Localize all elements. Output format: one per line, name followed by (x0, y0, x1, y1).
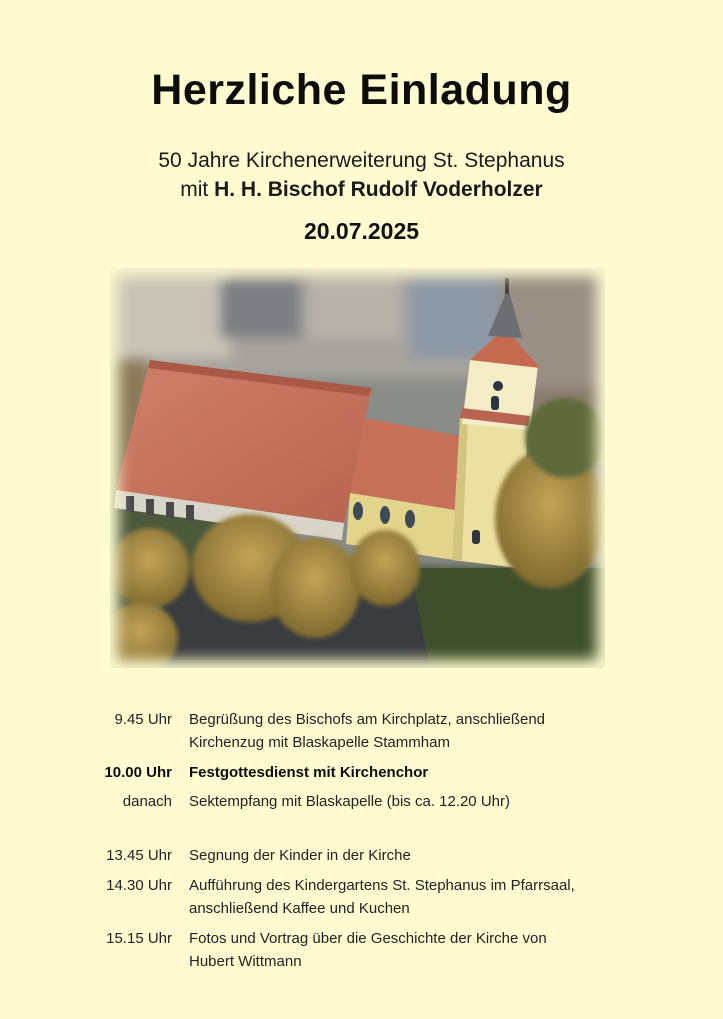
schedule-description (189, 844, 689, 867)
subtitle-line-2 (0, 175, 723, 204)
subtitle-line-1: 50 Jahre Kirchenerweiterung St. Stephanus (158, 149, 565, 172)
bishop-name: H. H. Bischof Rudolf Voderholzer (214, 178, 543, 201)
description-line-1: Sektempfang mit Blaskapelle (bis ca. 12.20 Uhr) (189, 793, 510, 810)
subtitle-prefix: mit (180, 178, 215, 201)
description-line-1: Begrüßung des Bischofs am Kirchplatz, anschließend (189, 711, 546, 728)
description-line-2: Hubert Wittmann (189, 953, 302, 970)
schedule-time: 15.15 Uhr (106, 930, 172, 947)
schedule-description (189, 761, 689, 784)
schedule-description (189, 874, 689, 920)
schedule-time: 9.45 Uhr (114, 711, 172, 728)
description-line-1: Aufführung des Kindergartens St. Stephanus im Pfarrsaal, (189, 877, 575, 894)
page-title: Herzliche Einladung (151, 66, 572, 114)
church-aerial-illustration (110, 268, 605, 668)
schedule-description (189, 790, 689, 813)
schedule-description (189, 708, 689, 754)
schedule-description (189, 927, 689, 973)
schedule-time: 10.00 Uhr (104, 764, 172, 781)
description-line-1: Segnung der Kinder in der Kirche (189, 847, 411, 864)
description-line-1: Festgottesdienst mit Kirchenchor (189, 764, 429, 781)
description-line-1: Fotos und Vortrag über die Geschichte der Kirche von (189, 930, 547, 947)
description-line-2: Kirchenzug mit Blaskapelle Stammham (189, 734, 450, 751)
church-photo (110, 268, 605, 668)
event-date: 20.07.2025 (303, 218, 420, 244)
subtitle (0, 146, 723, 204)
description-line-2: anschließend Kaffee und Kuchen (189, 900, 410, 917)
schedule-time: danach (122, 793, 172, 810)
schedule-time: 14.30 Uhr (106, 877, 172, 894)
schedule-time: 13.45 Uhr (106, 847, 172, 864)
